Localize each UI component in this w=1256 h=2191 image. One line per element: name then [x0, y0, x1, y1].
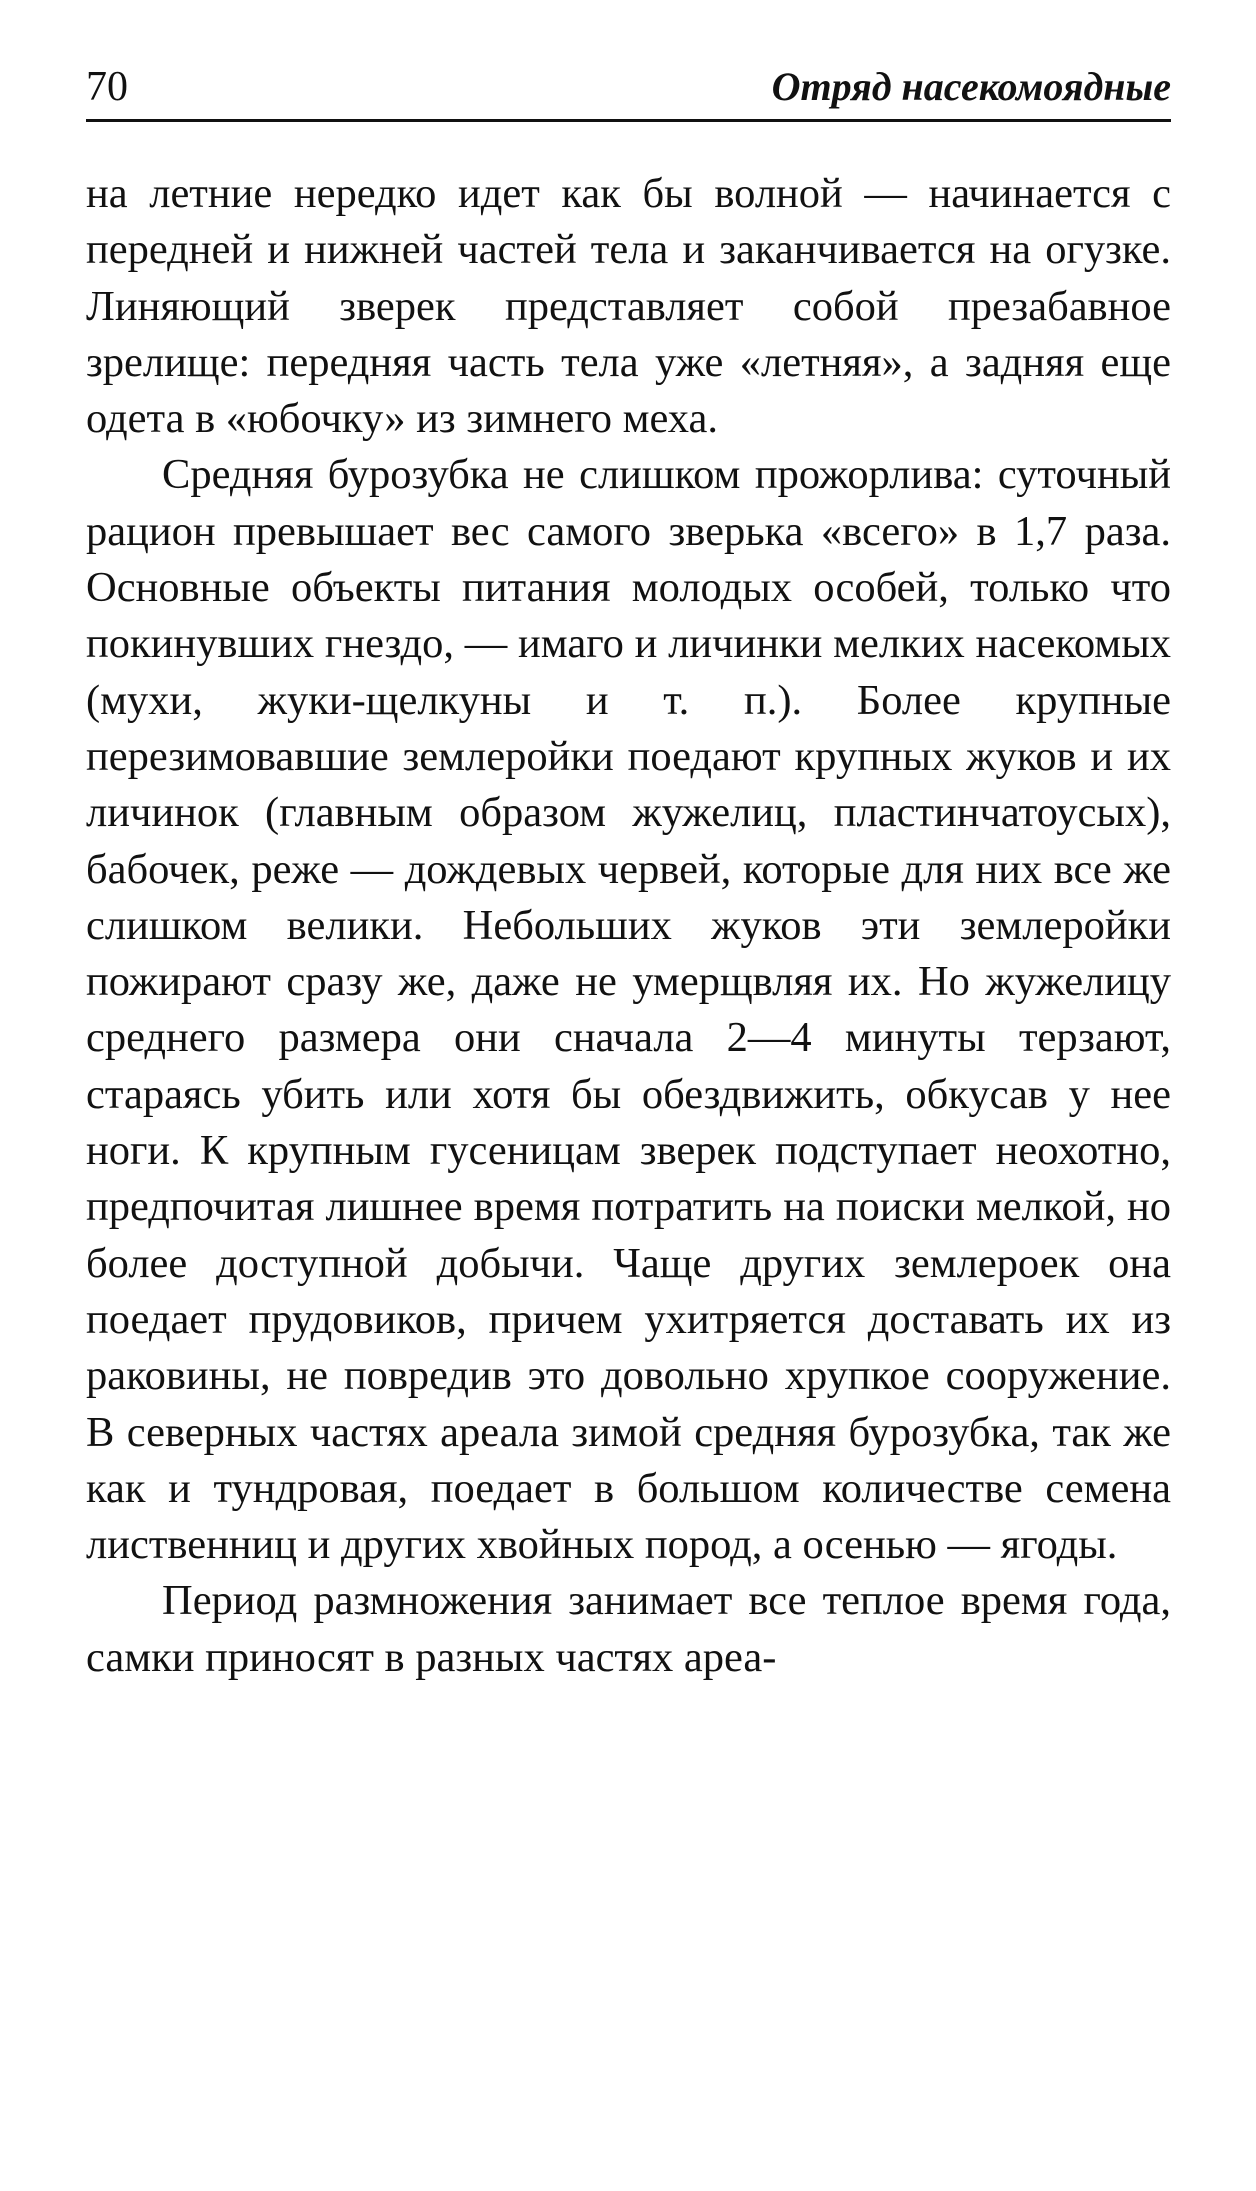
book-page — [86, 58, 1171, 1686]
body-text — [86, 166, 1171, 1686]
section-title: Отряд насекомоядные — [771, 64, 1171, 109]
running-header — [86, 58, 1171, 122]
page-number: 70 — [86, 64, 128, 110]
paragraph-continuation: на летние нередко идет как бы волной — начинается с передней и нижней частей тела и заканчивается на огузке. Линяющий зверек представляет собой презабавное зрелище: передняя часть тела уже «летняя», а задняя еще одета в «юбочку» из зимнего меха. — [86, 170, 1171, 443]
paragraph-diet: Средняя бурозубка не слишком прожорлива: суточный рацион превышает вес самого зверька «всего» в 1,7 раза. Основные объекты питания молодых особей, только что покинувших гнездо, — имаго и личинки мелких насекомых (мухи, жуки-щелкуны и т. п.). Более крупные перезимовавшие землеройки поедают крупных жуков и их личинок (главным образом жужелиц, пластинчатоусых), бабочек, реже — дождевых червей, которые для них все же слишком велики. Небольших жуков эти землеройки пожирают сразу же, даже не умерщвляя их. Но жужелицу среднего размера они сначала 2—4 минуты терзают, стараясь убить или хотя бы обездвижить, обкусав у нее ноги. К крупным гусеницам зверек подступает неохотно, предпочитая лишнее время потратить на поиски мелкой, но более доступной добычи. Чаще других землероек она поедает прудовиков, причем ухитряется доставать их из раковины, не повредив это довольно хрупкое сооружение. В северных частях ареала зимой средняя бурозубка, так же как и тундровая, поедает в большом количестве семена лиственниц и других хвойных пород, а осенью — ягоды. — [86, 451, 1171, 1569]
paragraph-breeding: Период размножения занимает все теплое время года, самки приносят в разных частях ареа- — [86, 1577, 1171, 1681]
